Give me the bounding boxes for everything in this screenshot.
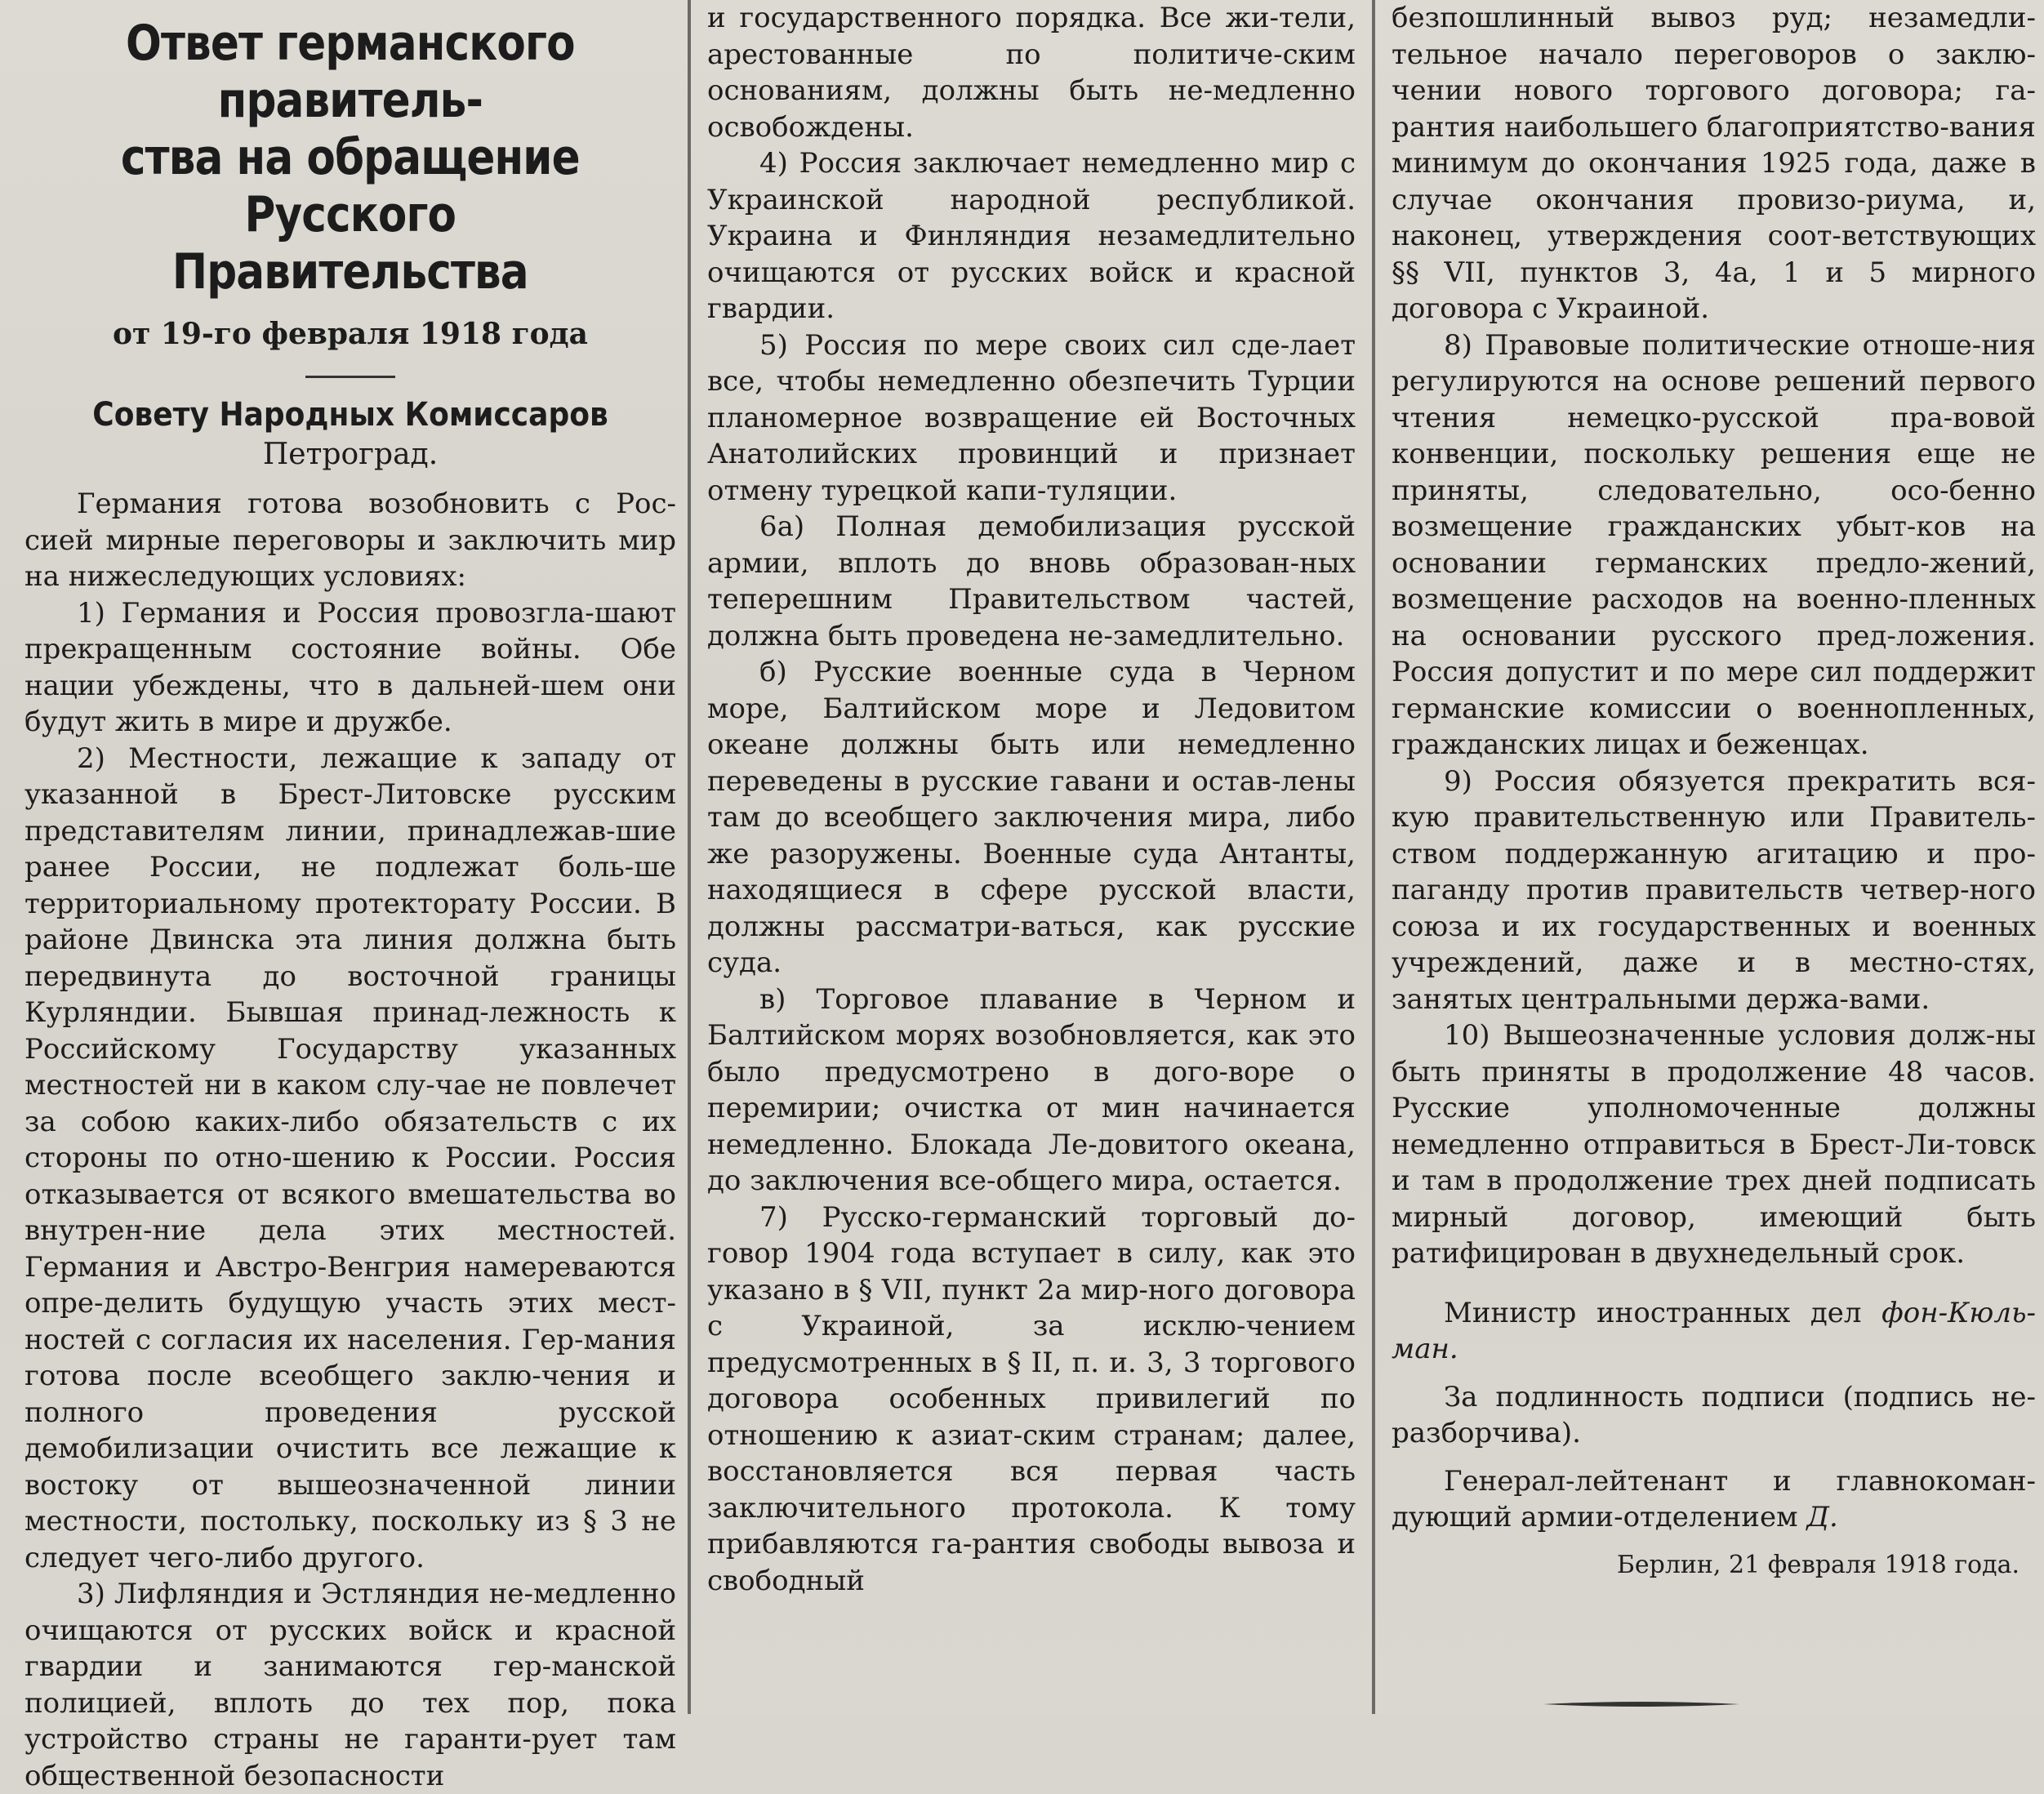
column-3-paragraph: безпошлинный вывоз руд; незамедли-тельное начало переговоров о заклю-чении нового торгового договора; га-рантия наибольшего благоприятство-вания минимум до окончания 1925 года, даже в случае окончания провизо-риума, и, наконец, утверждения соот-ветствующих §§ VII, пунктов 3, 4а, 1 и 5 мирного договора с Украиной. (1392, 2, 2036, 325)
column-2-paragraph: и государственного порядка. Все жи-тели, арестованные по политиче-ским основаниям, должны быть не-медленно освобождены. (707, 2, 1356, 144)
column-divider (1372, 0, 1375, 1714)
column-2-paragraph: 6а) Полная демобилизация русской армии, вплоть до вновь образован-ных теперешним Правительством частей, должна быть проведена не-замедлительно. (707, 510, 1356, 652)
city: Петроград. (262, 438, 439, 471)
headline-line: Правительства (172, 243, 528, 300)
column-2 (692, 0, 1370, 1714)
paragraph-point-2: 2) Местности, лежащие к западу от указанной в Брест-Литовске русским представителям линии, принадлежав-шие ранее России, не подлежат боль-ше территориальному протекторату России. В районе Двинска эта линия должна быть передвинута до восточной границы Курляндии. Бывшая принад-лежность к Российскому Государству указанных местностей ни в каком слу-чае не повлечет за собою каких-либо обязательств с их стороны по отно-шению к России. Россия отказывается от всякого вмешательства во внутрен-ние дела этих местностей. Германия и Австро-Венгрия намереваются опре-делить будущую участь этих мест-ностей с согласия их населения. Гер-мания готова после всеобщего заклю-чения и полного проведения русской демобилизации очистить все лежащие к востоку от вышеозначенной линии местности, постольку, поскольку из § 3 не следует чего-либо другого. (24, 741, 676, 1574)
column-3-paragraph: 9) Россия обязуется прекратить вся-кую правительственную или Правитель-ством поддержанную агитацию и про-паганду против правительств четвер-ного союза и их государственных и военных учреждений, даже и в местно-стях, занятых центральными держа-вами. (1392, 764, 2036, 1016)
column-3 (1377, 0, 2044, 1714)
place-date: Берлин, 21 февраля 1918 года. (1616, 1550, 2020, 1579)
ornament-rule (1543, 1701, 1739, 1707)
column-2-paragraph: 5) Россия по мере своих сил сде-лает все, чтобы немедленно обезпечить Турции планомерное возвращение ей Восточных Анатолийских провинций и признает отмену турецкой капи-туляции. (707, 328, 1356, 507)
minister-name: фон-Кюль-ман. (1392, 1296, 2037, 1365)
signature-authenticity: За подлинность подписи (подпись не-разборчива). (1392, 1380, 2036, 1449)
column-3-paragraphs (1392, 0, 2036, 1272)
minister-title: Министр иностранных дел (1444, 1296, 1862, 1329)
headline-line: Ответ германского правитель- (126, 15, 575, 129)
column-divider (688, 0, 691, 1714)
column-1 (0, 0, 686, 1792)
headline-line: ства на обращение Русского (121, 129, 580, 243)
column-2-paragraph: в) Торговое плавание в Черном и Балтийском морях возобновляется, как это было предусмотрено в дого-воре о перемирии; очистка от мин начинается немедленно. Блокада Ле-довитого океана, до заключения все-общего мира, остается. (707, 982, 1356, 1197)
general-title: Генерал-лейтенант и главнокоман-дующий армии-отделением (1392, 1464, 2036, 1534)
addressee: Совету Народных Комиссаров (92, 396, 608, 434)
separator-rule (305, 376, 395, 378)
dateline: от 19-го февраля 1918 года (112, 317, 588, 351)
signature-minister (1392, 1295, 2036, 1368)
column-2-paragraph: 7) Русско-германский торговый до-говор 1904 года вступает в силу, как это указано в § VII, пункт 2а мир-ного договора с Украиной, за исклю-чением предусмотренных в § II, п. и. 3, 3 торгового договора особенных привилегий по отношению к азиат-ским странам; далее, восстановляется вся первая часть заключительного протокола. К тому прибавляются га-рантия свободы вывоза и свободный (707, 1200, 1356, 1597)
column-3-paragraph: 10) Вышеозначенные условия долж-ны быть приняты в продолжение 48 часов. Русские уполномоченные должны немедленно отправиться в Брест-Ли-товск и там в продолжение трех дней подписать мирный договор, имеющий быть ратифицирован в двухнедельный срок. (1392, 1019, 2036, 1270)
paragraph-point-1: 1) Германия и Россия провозгла-шают прекращенным состояние войны. Обе нации убеждены, что в дальней-шем они будут жить в мире и дружбе. (24, 596, 676, 738)
paragraph-intro: Германия готова возобновить с Рос-сией мирные переговоры и заключить мир на нижеследующих условиях: (24, 487, 676, 593)
paragraph-point-3: 3) Лифляндия и Эстляндия не-медленно очищаются от русских войск и красной гвардии и занимаются гер-манской полицией, вплоть до тех пор, пока устройство страны не гаранти-рует там общественной безопасности (24, 1578, 676, 1792)
signature-general (1392, 1463, 2036, 1536)
column-2-paragraph: б) Русские военные суда в Черном море, Балтийском море и Ледовитом океане должны быть или немедленно переведены в русские гавани и остав-лены там до всеобщего заключения мира, либо же разоружены. Военные суда Антанты, находящиеся в сфере русской власти, должны рассматри-ваться, как русские суда. (707, 656, 1356, 979)
column-3-paragraph: 8) Правовые политические отноше-ния регулируются на основе решений первого чтения немецко-русской пра-вовой конвенции, поскольку решения еще не приняты, следовательно, осо-бенно возмещение гражданских убыт-ков на основании германских предло-жений, возмещение расходов на военно-пленных на основании русского пред-ложения. Россия допустит и по мере сил поддержит германские комиссии о военнопленных, гражданских лицах и беженцах. (1392, 328, 2036, 761)
general-initial: Д. (1806, 1501, 1838, 1534)
headline (24, 15, 676, 300)
column-2-paragraph: 4) Россия заключает немедленно мир с Украинской народной республикой. Украина и Финляндия незамедлительно очищаются от русских войск и красной гвардии. (707, 147, 1356, 325)
